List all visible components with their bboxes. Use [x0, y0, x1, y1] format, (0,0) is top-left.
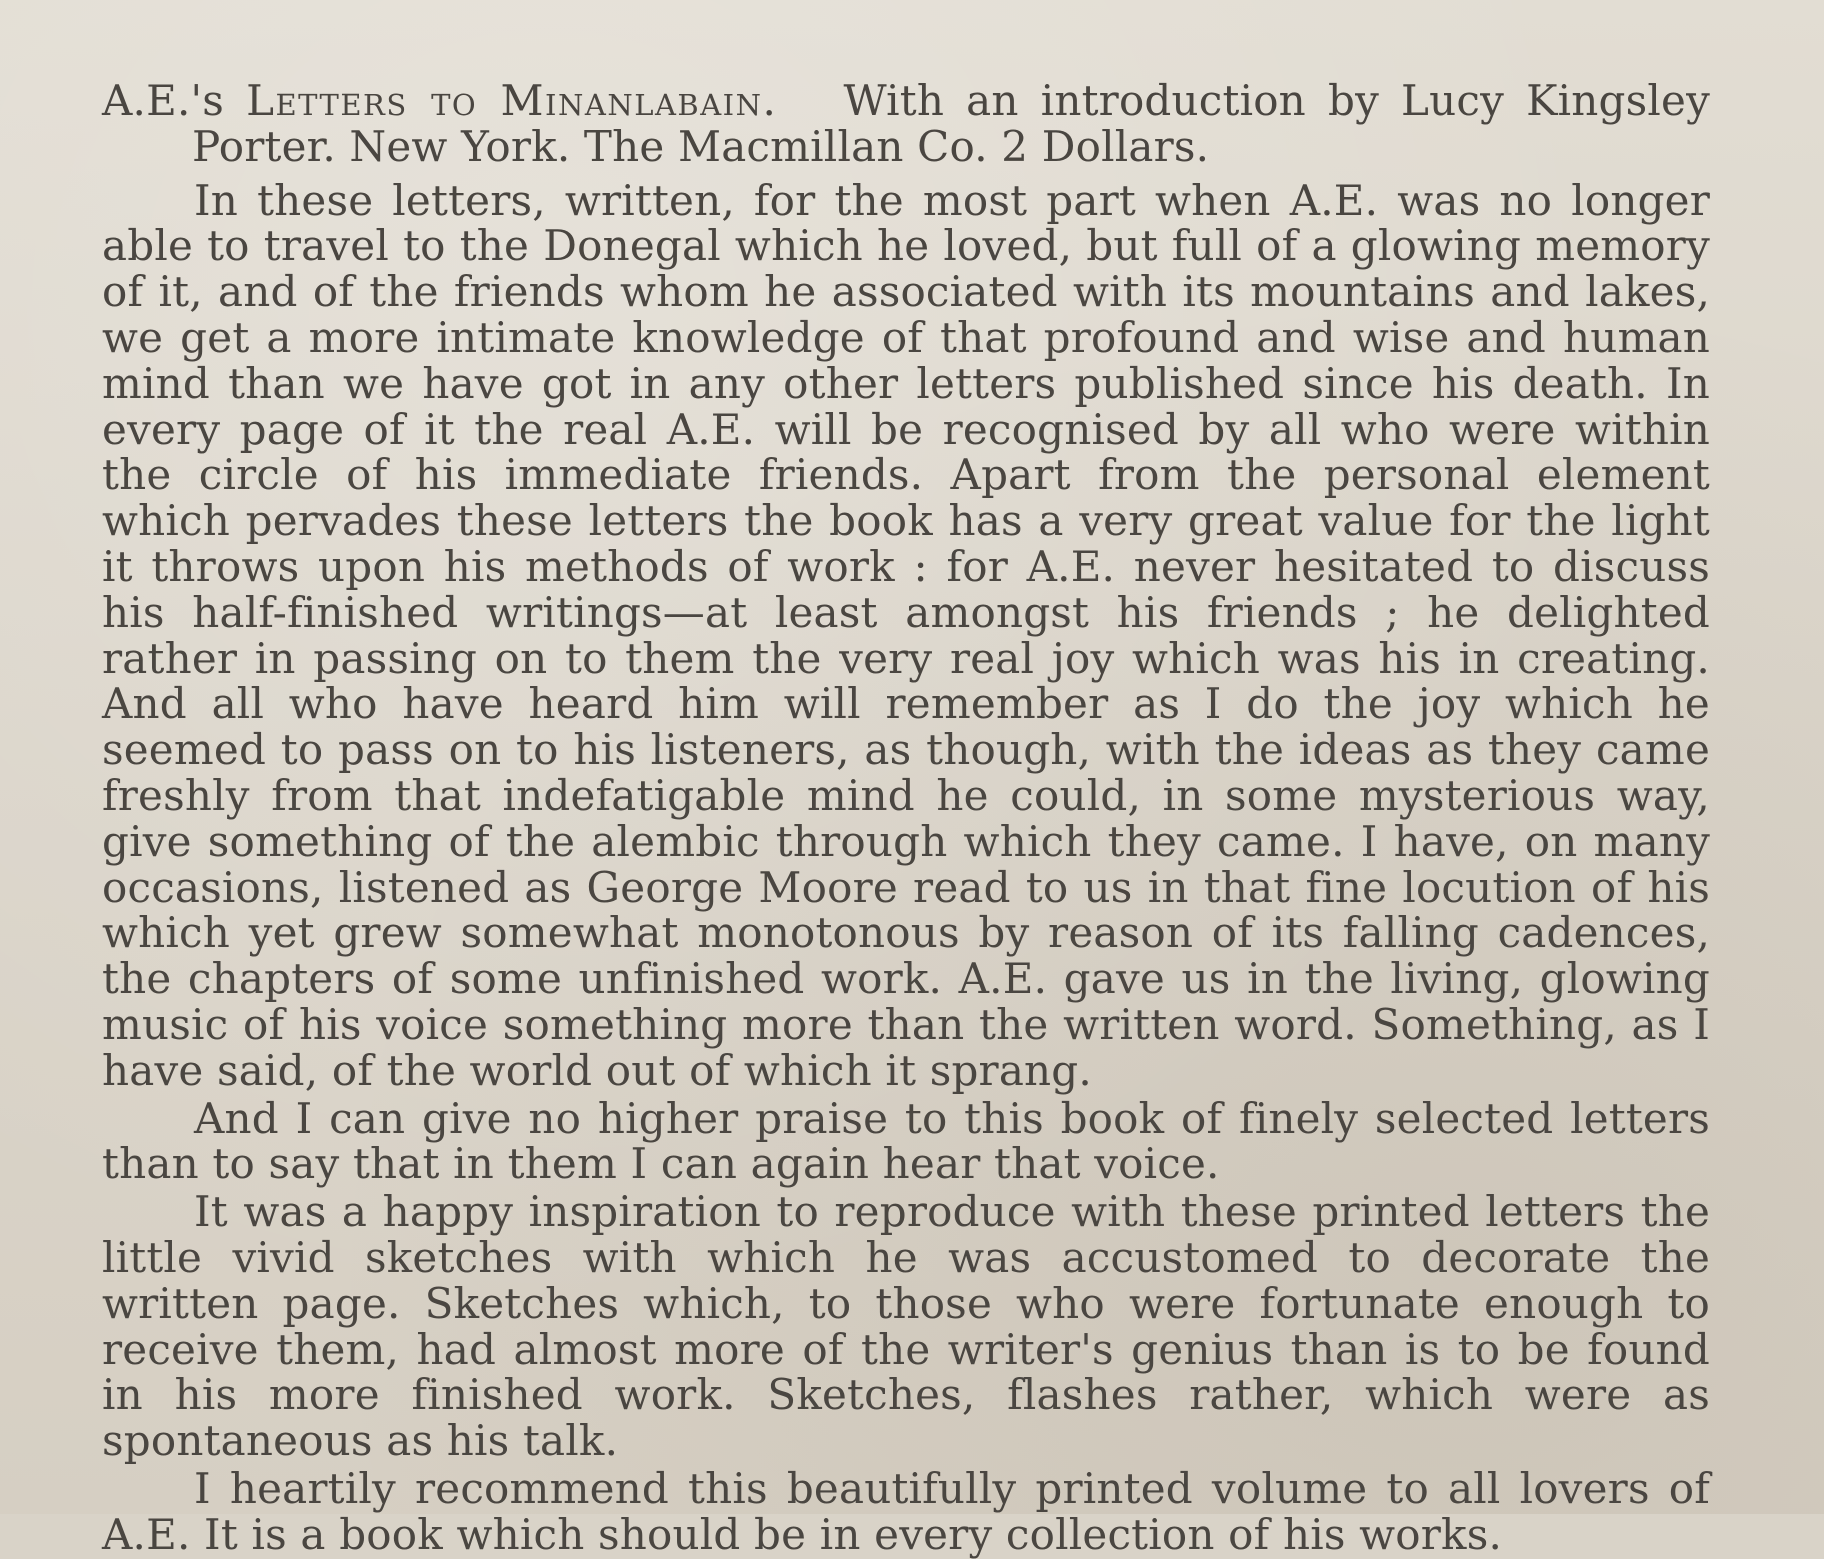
book-citation	[102, 78, 1710, 170]
citation-details: With an introduction by Lucy Kingsley Porter. New York. The Macmillan Co. 2 Dollars.	[192, 76, 1711, 171]
book-title: Letters to Minanlabain.	[246, 76, 778, 125]
review-paragraph-1: In these letters, written, for the most part when A.E. was no longer able to travel to the Donegal which he loved, but full of a glowing memory of it, and of the friends whom he associated with its mountains and lakes, we get a more intimate knowledge of that profound and wise and human mind than we have got in any other letters published since his death. In every page of it the real A.E. will be recognised by all who were within the circle of his immediate friends. Apart from the personal element which pervades these letters the book has a very great value for the light it throws upon his methods of work : for A.E. never hesitated to discuss his half-finished writings—at least amongst his friends ; he delighted rather in passing on to them the very real joy which was his in creating. And all who have heard him will remember as I do the joy which he seemed to pass on to his listeners, as though, with the ideas as they came freshly from that indefatigable mind he could, in some mysterious way, give something of the alembic through which they came. I have, on many occasions, listened as George Moore read to us in that fine locution of his which yet grew somewhat monotonous by reason of its falling cadences, the chapters of some unfinished work. A.E. gave us in the living, glowing music of his voice something more than the written word. Something, as I have said, of the world out of which it sprang.	[102, 175, 1710, 1095]
review-paragraph-3: It was a happy inspiration to reproduce with these printed letters the little vivid sketches with which he was accustomed to decorate the written page. Sketches which, to those who were fortunate enough to receive them, had almost more of the writer's genius than is to be found in his more finished work. Sketches, flashes rather, which were as spontaneous as his talk.	[102, 1187, 1710, 1466]
book-review	[102, 78, 1710, 1558]
review-paragraph-2: And I can give no higher praise to this book of finely selected letters than to say that in them I can again hear that voice.	[102, 1093, 1710, 1189]
citation-author: A.E.'s	[102, 76, 224, 125]
review-paragraph-4: I heartily recommend this beautifully printed volume to all lovers of A.E. It is a book which should be in every collection of his works.	[102, 1463, 1710, 1559]
